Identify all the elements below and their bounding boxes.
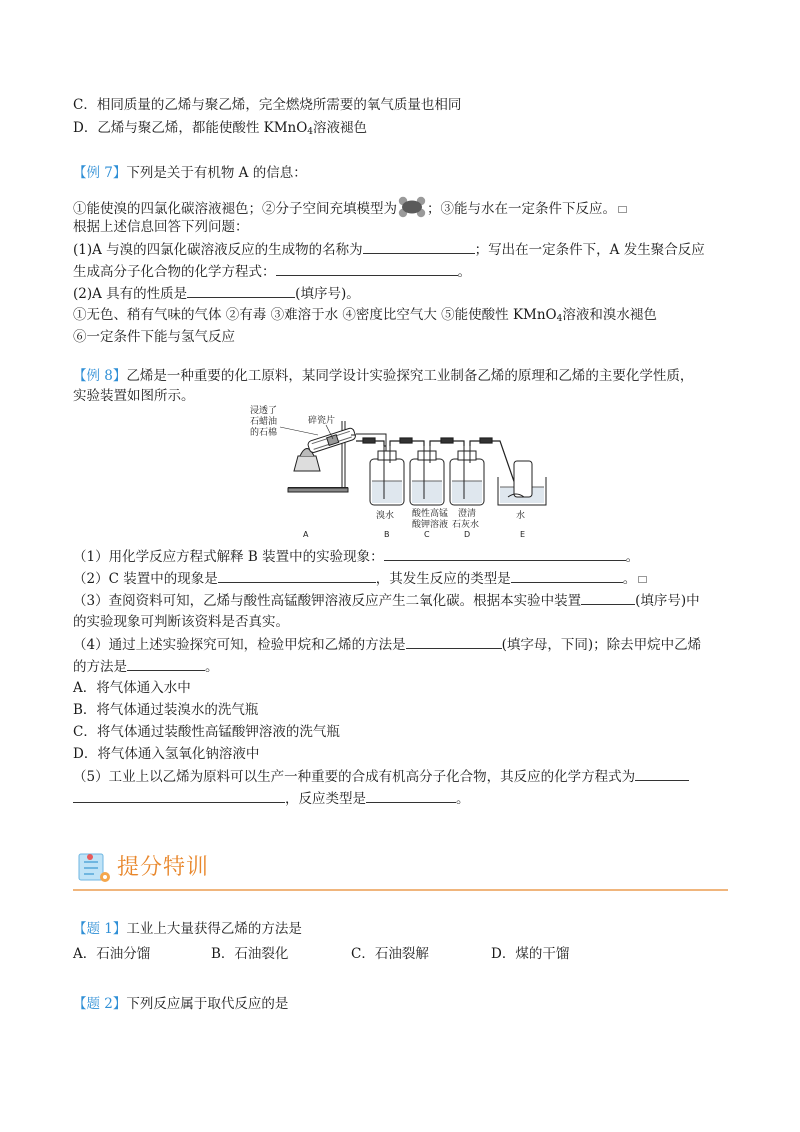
answer-blank[interactable]: [276, 262, 458, 276]
answer-blank[interactable]: [127, 657, 205, 671]
label-d-2: 石灰水: [452, 520, 480, 530]
label-e: 水: [516, 511, 526, 521]
question-1-option-a[interactable]: A．石油分馏: [73, 946, 151, 962]
section-title: 提分特训: [117, 855, 210, 880]
question-1-option-c[interactable]: C．石油裂解: [351, 946, 429, 962]
bottle-d: [450, 446, 484, 505]
bottle-b: [370, 446, 404, 505]
option-c: C．相同质量的乙烯与聚乙烯，完全燃烧所需要的氧气质量也相同: [73, 97, 462, 113]
example-7-q2: (2)A 具有的性质是 (填序号)。: [73, 286, 360, 302]
example-7-tag: 【例 7】: [73, 165, 127, 181]
example-8-q2: （2）C 装置中的现象是 ，其发生反应的类型是 。: [73, 569, 647, 588]
space-filling-model-icon: [397, 196, 427, 223]
answer-blank[interactable]: [218, 569, 376, 583]
letter-d: D: [464, 530, 471, 539]
example-8-q1: （1）用化学反应方程式解释 B 装置中的实验现象： 。: [73, 549, 640, 565]
example-8-q5: （5）工业上以乙烯为原料可以生产一种重要的合成有机高分子化合物，其反应的化学方程式为: [73, 767, 689, 786]
option-d: D．乙烯与聚乙烯，都能使酸性 KMnO$_4$溶液褪色: [73, 120, 368, 137]
example-7-q1-cont: 生成高分子化合物的化学方程式： 。: [73, 264, 471, 280]
section-divider: [73, 889, 728, 891]
answer-blank[interactable]: [363, 240, 475, 254]
example-8-q3-cont: 的实验现象可判断该资料是否真实。: [73, 614, 289, 630]
example-8-option-d: D．将气体通入氢氧化钠溶液中: [73, 746, 260, 762]
letter-a: A: [303, 530, 309, 539]
example-8-q4-cont: 的方法是 。: [73, 659, 219, 675]
example-8-q5-cont: ，反应类型是 。: [73, 789, 470, 808]
question-2-stem: 【题 2】下列反应属于取代反应的是: [73, 996, 289, 1012]
example-8-option-b: B．将气体通过装溴水的洗气瓶: [73, 702, 259, 718]
question-1-option-d[interactable]: D．煤的干馏: [491, 946, 570, 962]
question-1-stem: 【题 1】工业上大量获得乙烯的方法是: [73, 921, 302, 937]
marker-icon: [618, 206, 627, 213]
label-b: 溴水: [376, 511, 395, 521]
answer-blank[interactable]: [511, 569, 623, 583]
example-8-option-c: C．将气体通过装酸性高锰酸钾溶液的洗气瓶: [73, 724, 340, 740]
answer-blank[interactable]: [187, 284, 295, 298]
experiment-apparatus-figure: [248, 401, 558, 541]
question-1-tag: 【题 1】: [73, 921, 127, 937]
answer-blank[interactable]: [406, 635, 502, 649]
label-c-1: 酸性高锰: [412, 509, 449, 519]
letter-c: C: [424, 530, 430, 539]
marker-icon: [638, 576, 647, 583]
label-soaked-3: 的石棉: [250, 428, 278, 438]
example-7-info: ①能使溴的四氯化碳溶液褪色；②分子空间充填模型为 ；③能与水在一定条件下反应。: [73, 196, 627, 223]
label-soaked-1: 浸透了: [250, 406, 278, 416]
section-header: [73, 848, 728, 890]
example-7-properties-1: ①无色、稍有气味的气体 ②有毒 ③难溶于水 ④密度比空气大 ⑤能使酸性 KMnO$_4$溶液和溴水褪色: [73, 307, 657, 324]
example-8-tag: 【例 8】: [73, 368, 127, 384]
label-soaked-2: 石蜡油: [250, 417, 278, 427]
example-8-stem-cont: 实验装置如图所示。: [73, 388, 195, 404]
example-7-q1: (1)A 与溴的四氯化碳溶液反应的生成物的名称为 ；写出在一定条件下，A 发生聚合反应: [73, 242, 705, 258]
answer-blank[interactable]: [384, 547, 626, 561]
trough-e: [498, 461, 546, 505]
example-8-q4: （4）通过上述实验探究可知，检验甲烷和乙烯的方法是 (填字母，下同)；除去甲烷中乙烯: [73, 637, 702, 653]
question-1-options: [73, 945, 569, 963]
label-d-1: 澄清: [458, 509, 477, 519]
example-8-option-a: A．将气体通入水中: [73, 680, 191, 696]
answer-blank[interactable]: [73, 789, 285, 803]
section-book-icon: [77, 850, 113, 884]
example-8-q3: （3）查阅资料可知，乙烯与酸性高锰酸钾溶液反应产生二氧化碳。根据本实验中装置 (填序号)中: [73, 593, 700, 609]
letter-e: E: [520, 530, 526, 539]
letter-b: B: [384, 530, 390, 539]
label-c-2: 酸钾溶液: [412, 520, 449, 530]
example-8-stem: 【例 8】乙烯是一种重要的化工原料，某同学设计实验探究工业制备乙烯的原理和乙烯的主要化学性质，: [73, 368, 694, 384]
answer-blank[interactable]: [635, 767, 689, 781]
example-7-instruction: 根据上述信息回答下列问题：: [73, 219, 249, 235]
example-7-properties-2: ⑥一定条件下能与氢气反应: [73, 329, 235, 345]
label-porcelain: 碎瓷片: [308, 416, 336, 426]
answer-blank[interactable]: [366, 789, 456, 803]
question-2-tag: 【题 2】: [73, 996, 127, 1012]
bottle-c: [410, 446, 444, 505]
example-7-stem: 【例 7】下列是关于有机物 A 的信息：: [73, 165, 307, 181]
answer-blank[interactable]: [581, 591, 635, 605]
question-1-option-b[interactable]: B．石油裂化: [211, 946, 289, 962]
